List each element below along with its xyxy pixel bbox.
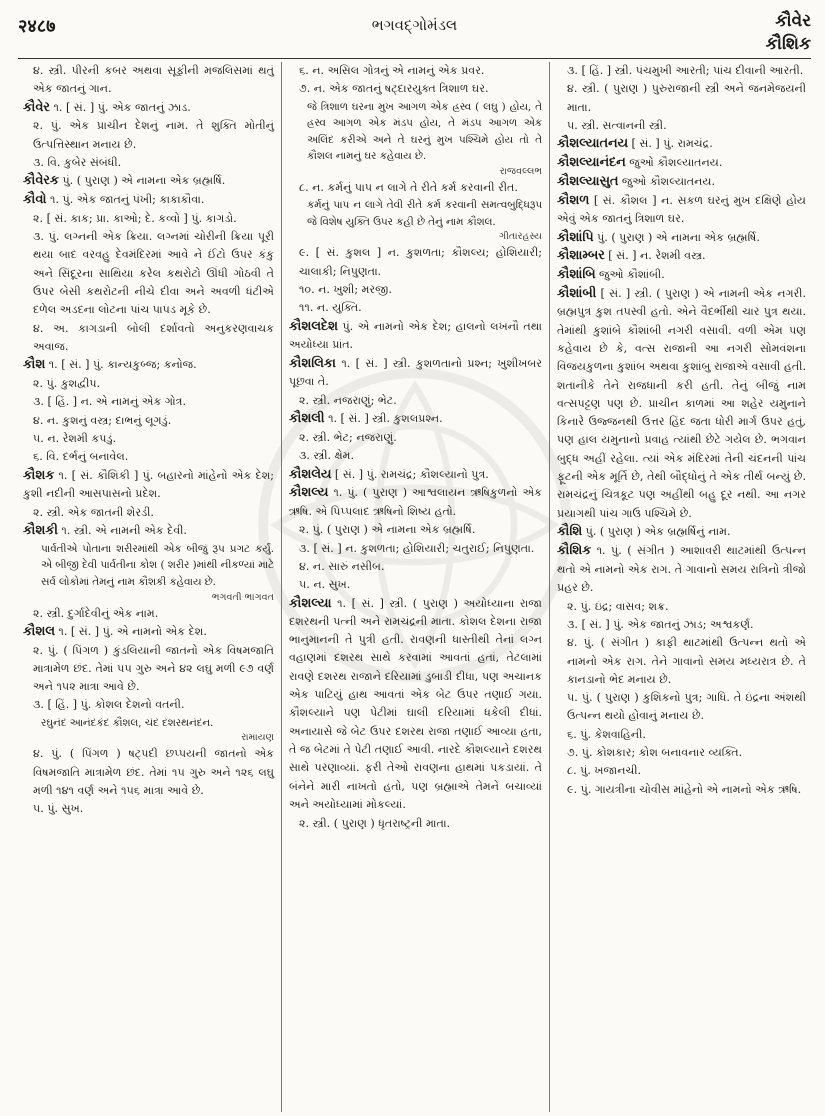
column-3 bbox=[549, 62, 813, 1112]
headword: કૌશાંબી bbox=[557, 286, 597, 302]
sense-definition: ૩. વિ. કુબેર સંબંધી. bbox=[33, 155, 122, 169]
dictionary-entry bbox=[557, 542, 806, 597]
definition: ૧. [ સં. કૌશિકી ] પું. બહારનો માંહેનો એક દેશ; કુશી નદીની આસપાસનો પ્રદેશ. bbox=[23, 468, 275, 500]
definition: જુઓ કૌશાંબી. bbox=[599, 268, 665, 282]
header-rule bbox=[18, 58, 811, 59]
headword: કૌશામ્બર bbox=[557, 248, 605, 264]
sense-definition: ૩. પું. લગ્નની એક ક્રિયા. લગ્નમાં ચોરીની ક્રિયા પૂરી થયા બાદ વરવહુ દેવમંદિરમાં આવે ને ઈંટો ઉપર કંકુ અને સિંદૂરના સાથિયા કરેલ કથરોટો ઊંધી ગોઠવી તે ઉપર બેસી કથરોટની નીચે દીવા અને અવળી ધંટીએ દળેલ અડદના લોટના પાંચ પાપડ મૂકે છે. bbox=[33, 230, 274, 317]
dictionary-entry bbox=[23, 522, 274, 540]
headword: કૌશલેય bbox=[289, 466, 332, 482]
dictionary-entry bbox=[23, 99, 274, 117]
dictionary-entry bbox=[557, 247, 806, 265]
dictionary-entry bbox=[289, 410, 542, 428]
dictionary-entry bbox=[23, 191, 274, 209]
sense-definition: ૨. [ સં. કાક; પ્રા. કાઓ; દે. કવ્વો ] પું. કાગડો. bbox=[33, 211, 237, 225]
guide-words bbox=[766, 10, 811, 56]
definition: ૧. સ્ત્રી. એ નામની એક દેવી. bbox=[61, 523, 187, 537]
sense-definition: ૪. ન. કુશનું વસ્ત્ર; દાભનું લૂગડું. bbox=[33, 413, 172, 427]
dictionary-entry bbox=[23, 172, 274, 190]
headword: કૌશક bbox=[23, 467, 55, 483]
sense-definition: ૨. પું. ( પુરાણ ) એ નામના એક બ્રહ્મર્ષિ. bbox=[299, 523, 476, 537]
headword: કૌશલી bbox=[289, 411, 325, 427]
sense-definition: ૩. [ સં. ] પું. એક જાતનું ઝાડ; અશ્વકર્ણ. bbox=[567, 617, 754, 631]
sense-definition: ૯. [ સં. કુશલ ] ન. કુશળતા; કૌશલ્ય; હોશિયારી; ચાલાકી; નિપુણતા. bbox=[299, 246, 542, 278]
headword: કૌશલ્યાસુત bbox=[557, 173, 619, 189]
guide-word-last: કૌશિક bbox=[765, 34, 811, 54]
dictionary-entry bbox=[289, 595, 542, 815]
dictionary-entry bbox=[557, 285, 806, 523]
definition: ૧. પું. ( સંગીત ) આશાવરી થાટમાંથી ઉત્પન્ન થતો એ નામનો એક રાગ. તે ગાવાનો સમય રાત્રિનો ત્રીજો પ્રહર છે. bbox=[557, 544, 806, 594]
definition: પું. ( પુરાણ ) એક બ્રહ્મર્ષિનું નામ. bbox=[585, 525, 731, 539]
definition: ૧. [ સં. ] પું. કાન્યકુબ્જ; કનોજ. bbox=[48, 358, 197, 372]
sense-definition: ૧૦. ન. ખુશી; મરજી. bbox=[299, 283, 392, 297]
sense-definition: ૩. સ્ત્રી. ક્ષેમ. bbox=[299, 449, 355, 463]
dictionary-entry bbox=[289, 318, 542, 355]
headword: કૌશલ્યાનંદન bbox=[557, 154, 626, 170]
sense-definition: ૩. [ હિં. ] પું. કોશલ દેશનો વતની. bbox=[33, 698, 185, 712]
sense-definition: ૨. સ્ત્રી. નજરાણું; ભેટ. bbox=[299, 393, 397, 407]
sense-definition: ૪. ન. સારું નસીબ. bbox=[299, 560, 385, 573]
headword: કૌશલ્યા bbox=[289, 595, 332, 611]
quotation: જે ત્રિશાળ ઘરના મુખ આગળ એક હ્રસ્વ ( લઘુ ) હોય, તે હ્રસ્વ આગળ એક મંડપ હોય, તે મંડપ આગળ એક અલિંદ કરીએ અને તે ઘરનું મુખ પશ્ચિમે હોય તો તે કૌશલ નામનું ઘર કહેવાય છે. bbox=[307, 100, 542, 163]
definition: પું. ( પુરાણ ) એ નામના એક બ્રહ્મર્ષિ. bbox=[62, 174, 226, 188]
dictionary-entry bbox=[23, 467, 274, 504]
dictionary-entry bbox=[557, 266, 806, 284]
citation-source: રામાયણ bbox=[241, 732, 274, 744]
dictionary-entry bbox=[557, 135, 806, 153]
definition: ૧. [ સં. ] સ્ત્રી. ( પુરાણ ) અયોધ્યાના રાજા દશરથની પત્ની અને રામચંદ્રની માતા. કોશલ દેશના રાજા ભાનુમાનની તે પુત્રી હતી. રાવણની ધાસ્તીથી તેનાં લગ્ન વહાણમાં દશરથ સાથે કરવામાં આવતાં હતાં, તેટલામાં રાવણે દશરથ રાજાને દરિયામાં ડુબાડી દીધા, પણ અચાનક એક પાટિયું હાથ આવતાં એક બેટ ઉપર તણાઈ ગયા. કૌશલ્યાને પણ પેટીમાં ઘાલી દરિયામાં ધકેલી દીધાં. અનાયાસે જે બેટ ઉપર દશરથ રાજા તણાઈ આવ્યા હતા, તે જ બેટમાં તે પેટી તણાઈ આવી. નારદે કૌશલ્યાને દશરથ સાથે પરણાવ્યાં. ફરી તેઓ રાવણના હાથમાં પકડાયાં. તે બંનેને મારી નાખતો હતો, પણ બ્રહ્માએ તેમને બચાવ્યાં અને અયોધ્યામાં મોકલ્યાં. bbox=[289, 596, 542, 811]
sense-definition: ૪. સ્ત્રી. ( પુરાણ ) પુરુરાજાની સ્ત્રી અને જનમેજયની માતા. bbox=[567, 82, 806, 114]
citation-source: ભગવતી ભાગવત bbox=[211, 591, 274, 603]
headword: કૌવો bbox=[23, 192, 47, 208]
headword: કૌશકી bbox=[23, 522, 58, 538]
dictionary-entry bbox=[23, 623, 274, 641]
headword: કૌવેરક bbox=[23, 173, 59, 189]
sense-definition: ૨. સ્ત્રી. દુર્ગાદેવીનું એક નામ. bbox=[33, 606, 159, 620]
definition: ૧. [ સં. ] સ્ત્રી. કુશલપ્રશ્ન. bbox=[328, 412, 443, 426]
dictionary-entry bbox=[557, 154, 806, 172]
sense-definition: ૭. પું. કોશકાર; કોશ બનાવનાર વ્યક્તિ. bbox=[567, 745, 743, 759]
headword: કૌશિ bbox=[557, 524, 583, 540]
sense-definition: ૮. પું. ખજાનચી. bbox=[567, 764, 642, 778]
sense-definition: ૧૧. ન. યુક્તિ. bbox=[299, 301, 362, 315]
sense-definition: ૯. પું. ગાયત્રીના ચોવીસ માંહેનો એ નામનો એક ઋષિ. bbox=[567, 782, 802, 796]
headword: કૌશલ્ય bbox=[289, 485, 329, 501]
sense-definition: ૪. પું. ( પિંગળ ) ષટ્પદી છપ્પયની જાતનો એક વિષમજાતિ માત્રામેળ છંદ. તેમાં ૧૫ ગુરુ અને ૧૨૬ લઘુ મળી ૧૪૧ વર્ણ અને ૧૫૬ માત્રા આવે છે. bbox=[33, 747, 274, 797]
citation-source: રાજવલ્લભ bbox=[499, 165, 542, 177]
sense-definition: ૨. સ્ત્રી. એક જાતની શેરડી. bbox=[33, 505, 154, 519]
headword: કૌશ bbox=[23, 357, 46, 373]
sense-definition: ૫. પું. સુખ. bbox=[33, 802, 84, 816]
sense-definition: ૫. ન. રેશમી કપડું. bbox=[33, 431, 117, 445]
definition: [ સં. ] ન. રેશમી વસ્ત્ર. bbox=[608, 249, 706, 263]
page-header bbox=[18, 6, 811, 58]
citation-source: ગીતારહસ્ય bbox=[499, 231, 542, 243]
definition: ૧. પું. ( પુરાણ ) આશ્વલાયન ઋષિકુળનો એક ઋષિ. એ પિપ્પલાદ ઋષિનો શિષ્ય હતો. bbox=[289, 486, 542, 518]
sense-definition: ૬. વિ. દર્ભનું બનાવેલ. bbox=[33, 450, 129, 464]
page-number: २४८७ bbox=[18, 16, 56, 37]
sense-definition: ૩. [ હિં. ] સ્ત્રી. પંચમુખી આરતી; પાંચ દીવાની આરતી. bbox=[567, 64, 804, 77]
running-title: ભગવદ્ગોમંડલ bbox=[371, 16, 458, 34]
headword: કૌશાંબિ bbox=[557, 267, 596, 283]
sense-definition: ૪. સ્ત્રી. પીરની કબર અથવા સૂફીની મજલિસમાં થતું એક જાતનું ગાન. bbox=[33, 64, 274, 96]
sense-definition: ૪. પું. ( સંગીત ) કાફી થાટમાંથી ઉત્પન્ન થતો એ નામનો એક રાગ. તેને ગાવાનો સમય મધ્યરાત્ર છે. તે કાનડાનો ભેદ મનાય છે. bbox=[567, 636, 806, 686]
dictionary-entry bbox=[557, 523, 806, 541]
definition: ૧. [ સં. ] પું. એ નામનો એક દેશ. bbox=[58, 624, 207, 638]
sense-definition: ૨. પું. ઇંદ્ર; વાસવ; શક્ર. bbox=[567, 599, 669, 613]
sense-definition: ૬. પું. કેશવાહિની. bbox=[567, 727, 646, 741]
sense-definition: ૮. ન. કર્મનું પાપ ન લાગે તે રીતે કર્મ કરવાની રીત. bbox=[299, 180, 518, 194]
headword: કૌશલ્યાતનય bbox=[557, 136, 628, 152]
sense-definition: ૪. અ. કાગડાની બોલી દર્શાવતો અનુકરણવાચક અવાજ. bbox=[33, 321, 274, 353]
sense-definition: ૨. પું. એક પ્રાચીન દેશનું નામ. તે શુક્તિ મોતીનું ઉત્પત્તિસ્થાન મનાય છે. bbox=[33, 119, 274, 151]
definition: જુઓ કૌશલ્યાતનય. bbox=[629, 155, 723, 169]
definition: [ સં. ] પું. રામચંદ્ર. bbox=[631, 137, 713, 151]
headword: કૌશાંપિ bbox=[557, 229, 594, 245]
headword: કૌશળ bbox=[557, 192, 590, 208]
headword: કૌશિક bbox=[557, 543, 592, 559]
definition: જુઓ કૌશલ્યાતનય. bbox=[621, 174, 716, 188]
dictionary-columns bbox=[16, 62, 813, 1112]
definition: [ સં. કૌશલ ] ન. સકળ ઘરનું મુખ દક્ષિણે હોય એવું એક જાતનું ત્રિશાળ ઘર. bbox=[557, 193, 806, 225]
headword: કૌશલ bbox=[23, 623, 55, 639]
dictionary-entry bbox=[23, 356, 274, 374]
guide-word-first: કૌવેર bbox=[775, 11, 811, 31]
sense-definition: ૩. [ સં. ] ન. કુશળતા; હોશિયારી; ચતુરાઈ; નિપુણતા. bbox=[299, 541, 535, 555]
dictionary-entry bbox=[289, 355, 542, 392]
sense-definition: ૨. પું. ( પિંગળ ) કુંડલિયાની જાતનો એક વિષમજાતિ માત્રામેળ છંદ. તેમાં ૫૫ ગુરુ અને ૪૨ લઘુ મળી ૯૭ વર્ણ અને ૧૫૨ માત્રા આવે છે. bbox=[33, 643, 274, 694]
sense-definition: ૭. ન. એક જાતનું ષટ્દારયુક્ત ત્રિશાળ ઘર. bbox=[299, 82, 489, 96]
quotation: કર્મનું પાપ ન લાગે તેવી રીતે કર્મ કરવાની સમત્વબુદ્ધિરૂપ જે વિશેષ યુક્તિ ઉપર કહી છે તેનું નામ કૌશલ. bbox=[307, 199, 542, 228]
definition: પું. ( પુરાણ ) એ નામના એક બ્રહ્મર્ષિ. bbox=[597, 230, 760, 244]
dictionary-entry bbox=[557, 229, 806, 247]
quotation: રઘુનંદ આનંદકંદ કૌશલ, ચંદ દશરથનંદન. bbox=[41, 716, 214, 729]
sense-definition: ૨. સ્ત્રી. ભેટ; નજરાણું. bbox=[299, 430, 397, 444]
column-1 bbox=[16, 62, 281, 1112]
definition: પું. એ નામનો એક દેશ; હાલનો લખનૌ તથા અયોધ્યા પ્રાંત. bbox=[289, 319, 543, 351]
headword: કૌશલદેશ bbox=[289, 318, 338, 334]
sense-definition: ૩. [ હિં. ] ન. એ નામનું એક ગોત્ર. bbox=[33, 395, 187, 409]
definition: ૧. [ સં. ] સ્ત્રી. કુશળતાનો પ્રશ્ન; ખુશીખબર પૂછવા તે. bbox=[289, 356, 542, 389]
dictionary-entry bbox=[289, 466, 542, 484]
headword: કૌવેર bbox=[23, 99, 50, 115]
quotation: પાર્વતીએ પોતાના શરીરમાંથી એક બીજું રૂપ પ્રગટ કર્યું. એ બીજી દેવી પાર્વતીના કોશ ( શરીર )માંથી નીકળ્યાં માટે સર્વ લોકોમાં તેમનું નામ કૌશકી કહેવાય છે. bbox=[41, 542, 274, 588]
definition: [ સં. ] પું. રામચંદ્ર; કૌશલ્યાનો પુત્ર. bbox=[334, 467, 489, 481]
definition: [ સં. ] સ્ત્રી. ( પુરાણ ) એ નામની એક નગરી. બ્રહ્મપુત્ર કુશ તપસ્વી હતો. એને વૈદર્ભીથી ચાર પુત્ર થયા. તેમાંથી કુશાંબે કૌશાંબી નગરી વસાવી. વળી એમ પણ કહેવાય છે કે, વત્સ રાજાની આ નગરી સોમવંશના વિજયકુળના કુશાંબ અથવા કુશાંબુ રાજાએ વસાવી હતી. શતાનીકે તેને રાજધાની કરી હતી. તેનું બીજું નામ વત્સપટ્ટણ પણ છે. પ્રાચીન કાળમાં આ શહેર યમુનાને કિનારે ઉજ્જનથી ઉત્તર હિંદ જતા ધોરી માર્ગ ઉપર હતું, પણ હાલ યમુનાનો પ્રવાહ ત્યાંથી છેટે ગયેલ છે. ભગવાન બુદ્ધ અહીં રહેલા. ત્યાં એક મંદિરમાં તેની ચંદનની પાંચ ફૂટની એક મૂર્તિ છે, તેથી બૌદ્ધોનું તે એક તીર્થ બન્યું છે. રામચંદ્રનું ચિત્રકૂટ પણ અહીંથી બહુ દૂર નથી. આ નગર પ્રયાગથી પાંચ ગાઉ પશ્ચિમે છે. bbox=[557, 287, 806, 520]
sense-definition: ૫. ન. સુખ. bbox=[299, 578, 351, 592]
definition: ૧. પું. એક જાતનું પંખી; કાકાકૌવા. bbox=[50, 193, 205, 207]
column-2 bbox=[281, 62, 549, 1112]
dictionary-entry bbox=[289, 484, 542, 521]
dictionary-entry bbox=[557, 192, 806, 229]
sense-definition: ૫. પું. ( પુરાણ ) કુશિકનો પુત્ર; ગાધિ. તે ઇંદ્રના અંશથી ઉત્પન્ન થયો હોવાનું મનાય છે. bbox=[567, 691, 806, 723]
sense-definition: ૫. સ્ત્રી. સત્વાનની સ્ત્રી. bbox=[567, 118, 667, 132]
definition: ૧. [ સં. ] પું. એક જાતનું ઝાડ. bbox=[53, 100, 191, 114]
dictionary-entry bbox=[557, 173, 806, 191]
sense-definition: ૨. પું. કુશદ્વીપ. bbox=[33, 377, 101, 391]
sense-definition: ૨. સ્ત્રી. ( પુરાણ ) ધૃતરાષ્ટ્રની માતા. bbox=[299, 816, 451, 830]
headword: કૌશલિકા bbox=[289, 355, 336, 371]
sense-definition: ૬. ન. અસિલ ગોત્રનું એ નામનું એક પ્રવર. bbox=[299, 64, 485, 77]
